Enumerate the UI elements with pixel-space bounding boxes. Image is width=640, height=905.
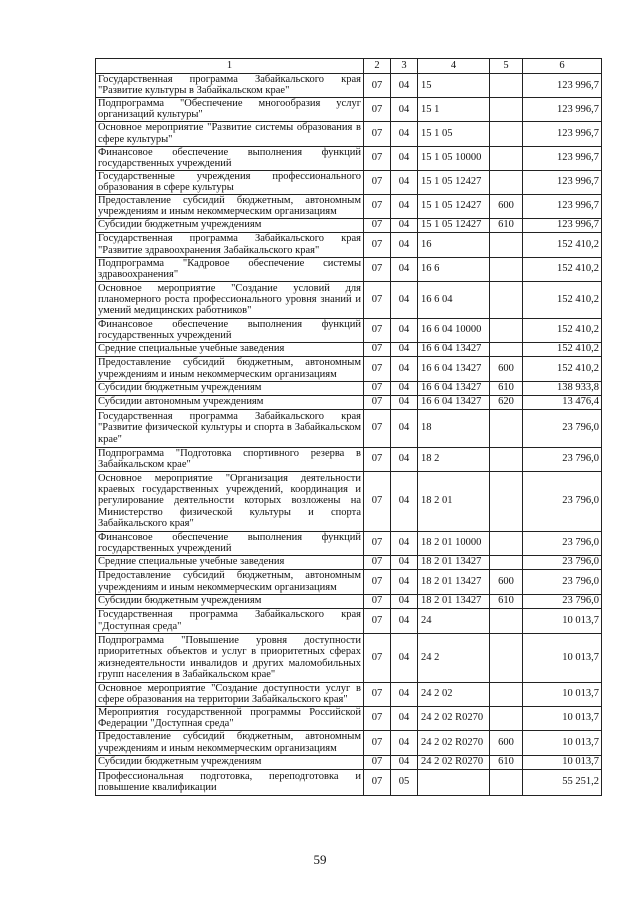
table-row	[96, 633, 602, 682]
table-row	[96, 97, 602, 121]
row-expense-type-cell	[490, 608, 523, 633]
row-subsection-cell: 04	[391, 569, 418, 594]
table-row	[96, 594, 602, 608]
row-target-article-cell: 24 2 02 R0270	[418, 706, 490, 730]
row-target-article-cell: 18 2 01	[418, 471, 490, 531]
row-amount-cell: 10 013,7	[523, 755, 602, 769]
row-expense-type-cell	[490, 318, 523, 342]
row-name-cell: Подпрограмма "Кадровое обеспечение системы здравоохранения"	[96, 257, 364, 281]
row-section-cell: 07	[364, 121, 391, 146]
row-subsection-cell: 04	[391, 395, 418, 409]
row-target-article-cell: 15 1 05 12427	[418, 218, 490, 232]
table-row	[96, 281, 602, 318]
row-name-cell: Предоставление субсидий бюджетным, автономным учреждениям и иным некоммерческим организациям	[96, 569, 364, 594]
row-amount-cell: 10 013,7	[523, 682, 602, 706]
row-subsection-cell: 04	[391, 381, 418, 395]
row-section-cell: 07	[364, 257, 391, 281]
row-name-cell: Государственные учреждения профессионального образования в сфере культуры	[96, 170, 364, 194]
row-expense-type-cell	[490, 706, 523, 730]
table-header-row	[96, 59, 602, 74]
row-target-article-cell: 16 6 04 13427	[418, 395, 490, 409]
row-section-cell: 07	[364, 706, 391, 730]
row-subsection-cell: 04	[391, 633, 418, 682]
row-expense-type-cell: 600	[490, 356, 523, 381]
row-amount-cell: 123 996,7	[523, 194, 602, 218]
row-subsection-cell: 04	[391, 74, 418, 98]
row-target-article-cell: 16 6 04 13427	[418, 342, 490, 356]
row-target-article-cell: 18 2	[418, 447, 490, 471]
row-section-cell: 07	[364, 447, 391, 471]
row-section-cell: 07	[364, 232, 391, 257]
table-row	[96, 531, 602, 555]
row-expense-type-cell	[490, 471, 523, 531]
table-row	[96, 146, 602, 170]
table-row	[96, 569, 602, 594]
row-target-article-cell: 18 2 01 10000	[418, 531, 490, 555]
row-section-cell: 07	[364, 633, 391, 682]
row-section-cell: 07	[364, 194, 391, 218]
row-amount-cell: 123 996,7	[523, 218, 602, 232]
row-target-article-cell: 15 1 05 12427	[418, 194, 490, 218]
budget-table	[95, 58, 602, 796]
table-row	[96, 447, 602, 471]
row-amount-cell: 123 996,7	[523, 170, 602, 194]
row-subsection-cell: 04	[391, 555, 418, 569]
header-col-1: 1	[96, 59, 364, 74]
row-expense-type-cell	[490, 633, 523, 682]
row-expense-type-cell	[490, 281, 523, 318]
row-target-article-cell: 16 6 04	[418, 281, 490, 318]
row-target-article-cell: 18	[418, 409, 490, 447]
row-subsection-cell: 04	[391, 342, 418, 356]
row-target-article-cell: 24 2 02 R0270	[418, 730, 490, 755]
row-expense-type-cell	[490, 342, 523, 356]
row-name-cell: Государственная программа Забайкальского края "Развитие здравоохранения Забайкальского края"	[96, 232, 364, 257]
budget-table-container	[95, 58, 601, 796]
row-section-cell: 07	[364, 409, 391, 447]
row-amount-cell: 138 933,8	[523, 381, 602, 395]
row-expense-type-cell	[490, 170, 523, 194]
row-amount-cell: 152 410,2	[523, 232, 602, 257]
row-target-article-cell: 16 6	[418, 257, 490, 281]
row-expense-type-cell	[490, 409, 523, 447]
row-expense-type-cell: 600	[490, 730, 523, 755]
row-expense-type-cell	[490, 447, 523, 471]
row-target-article-cell: 24	[418, 608, 490, 633]
row-section-cell: 07	[364, 755, 391, 769]
row-subsection-cell: 04	[391, 281, 418, 318]
row-subsection-cell: 04	[391, 447, 418, 471]
row-section-cell: 07	[364, 395, 391, 409]
row-name-cell: Средние специальные учебные заведения	[96, 555, 364, 569]
row-subsection-cell: 04	[391, 594, 418, 608]
row-amount-cell: 23 796,0	[523, 471, 602, 531]
row-target-article-cell: 24 2 02 R0270	[418, 755, 490, 769]
header-col-3: 3	[391, 59, 418, 74]
row-name-cell: Основное мероприятие "Создание доступности услуг в сфере образования на территории Забайкальского края"	[96, 682, 364, 706]
table-row	[96, 608, 602, 633]
header-col-6: 6	[523, 59, 602, 74]
table-row	[96, 409, 602, 447]
row-section-cell: 07	[364, 97, 391, 121]
row-section-cell: 07	[364, 318, 391, 342]
page-number: 59	[313, 852, 327, 867]
row-section-cell: 07	[364, 218, 391, 232]
row-section-cell: 07	[364, 281, 391, 318]
row-amount-cell: 123 996,7	[523, 74, 602, 98]
row-subsection-cell: 04	[391, 170, 418, 194]
table-body	[96, 74, 602, 796]
row-subsection-cell: 05	[391, 769, 418, 795]
table-row	[96, 194, 602, 218]
row-expense-type-cell: 610	[490, 218, 523, 232]
row-amount-cell: 23 796,0	[523, 569, 602, 594]
row-section-cell: 07	[364, 531, 391, 555]
header-col-2: 2	[364, 59, 391, 74]
row-section-cell: 07	[364, 555, 391, 569]
row-name-cell: Государственная программа Забайкальского края "Развитие физической культуры и спорта в Забайкальском крае"	[96, 409, 364, 447]
row-section-cell: 07	[364, 608, 391, 633]
table-row	[96, 170, 602, 194]
row-subsection-cell: 04	[391, 97, 418, 121]
row-amount-cell: 152 410,2	[523, 318, 602, 342]
row-expense-type-cell	[490, 257, 523, 281]
row-section-cell: 07	[364, 569, 391, 594]
row-target-article-cell	[418, 769, 490, 795]
row-expense-type-cell: 610	[490, 381, 523, 395]
row-subsection-cell: 04	[391, 730, 418, 755]
row-name-cell: Предоставление субсидий бюджетным, автономным учреждениям и иным некоммерческим организациям	[96, 356, 364, 381]
table-row	[96, 342, 602, 356]
row-subsection-cell: 04	[391, 531, 418, 555]
row-expense-type-cell	[490, 74, 523, 98]
table-row	[96, 730, 602, 755]
row-amount-cell: 152 410,2	[523, 257, 602, 281]
row-section-cell: 07	[364, 682, 391, 706]
row-expense-type-cell	[490, 121, 523, 146]
row-name-cell: Основное мероприятие "Организация деятельности краевых государственных учреждений, координация и регулирование деятельности которых возложены на Министерство физической культуры и спорта Забайкальского края"	[96, 471, 364, 531]
row-expense-type-cell: 610	[490, 594, 523, 608]
row-expense-type-cell: 620	[490, 395, 523, 409]
row-target-article-cell: 16 6 04 13427	[418, 356, 490, 381]
row-section-cell: 07	[364, 730, 391, 755]
row-subsection-cell: 04	[391, 356, 418, 381]
row-amount-cell: 10 013,7	[523, 608, 602, 633]
row-subsection-cell: 04	[391, 318, 418, 342]
row-expense-type-cell	[490, 232, 523, 257]
row-section-cell: 07	[364, 146, 391, 170]
table-row	[96, 555, 602, 569]
table-row	[96, 706, 602, 730]
row-name-cell: Финансовое обеспечение выполнения функций государственных учреждений	[96, 146, 364, 170]
row-amount-cell: 10 013,7	[523, 706, 602, 730]
row-name-cell: Государственная программа Забайкальского края "Доступная среда"	[96, 608, 364, 633]
row-name-cell: Профессиональная подготовка, переподготовка и повышение квалификации	[96, 769, 364, 795]
header-col-4: 4	[418, 59, 490, 74]
row-expense-type-cell: 600	[490, 194, 523, 218]
row-amount-cell: 23 796,0	[523, 555, 602, 569]
row-section-cell: 07	[364, 342, 391, 356]
row-target-article-cell: 15 1 05 10000	[418, 146, 490, 170]
row-amount-cell: 123 996,7	[523, 97, 602, 121]
table-row	[96, 218, 602, 232]
row-target-article-cell: 15 1 05 12427	[418, 170, 490, 194]
row-subsection-cell: 04	[391, 146, 418, 170]
row-subsection-cell: 04	[391, 194, 418, 218]
row-target-article-cell: 16 6 04 10000	[418, 318, 490, 342]
row-amount-cell: 152 410,2	[523, 342, 602, 356]
row-name-cell: Основное мероприятие "Развитие системы образования в сфере культуры"	[96, 121, 364, 146]
table-row	[96, 318, 602, 342]
row-target-article-cell: 18 2 01 13427	[418, 555, 490, 569]
row-amount-cell: 10 013,7	[523, 730, 602, 755]
table-row	[96, 769, 602, 795]
row-target-article-cell: 18 2 01 13427	[418, 569, 490, 594]
row-name-cell: Подпрограмма "Повышение уровня доступности приоритетных объектов и услуг в приоритетных сферах жизнедеятельности инвалидов и других маломобильных групп населения в Забайкальском крае"	[96, 633, 364, 682]
row-expense-type-cell: 600	[490, 569, 523, 594]
row-amount-cell: 13 476,4	[523, 395, 602, 409]
row-target-article-cell: 16 6 04 13427	[418, 381, 490, 395]
row-target-article-cell: 15 1 05	[418, 121, 490, 146]
row-section-cell: 07	[364, 594, 391, 608]
table-row	[96, 471, 602, 531]
row-amount-cell: 23 796,0	[523, 594, 602, 608]
row-section-cell: 07	[364, 471, 391, 531]
row-name-cell: Государственная программа Забайкальского края "Развитие культуры в Забайкальском крае"	[96, 74, 364, 98]
row-subsection-cell: 04	[391, 682, 418, 706]
row-expense-type-cell	[490, 769, 523, 795]
row-section-cell: 07	[364, 74, 391, 98]
row-expense-type-cell	[490, 146, 523, 170]
row-amount-cell: 23 796,0	[523, 409, 602, 447]
table-row	[96, 381, 602, 395]
row-name-cell: Основное мероприятие "Создание условий для планомерного роста профессионального уровня знаний и умений медицинских работников"	[96, 281, 364, 318]
row-section-cell: 07	[364, 356, 391, 381]
row-subsection-cell: 04	[391, 409, 418, 447]
row-name-cell: Предоставление субсидий бюджетным, автономным учреждениям и иным некоммерческим организациям	[96, 194, 364, 218]
row-name-cell: Субсидии бюджетным учреждениям	[96, 755, 364, 769]
row-amount-cell: 23 796,0	[523, 531, 602, 555]
row-subsection-cell: 04	[391, 706, 418, 730]
row-amount-cell: 123 996,7	[523, 146, 602, 170]
row-amount-cell: 152 410,2	[523, 356, 602, 381]
row-subsection-cell: 04	[391, 755, 418, 769]
row-expense-type-cell	[490, 531, 523, 555]
row-subsection-cell: 04	[391, 608, 418, 633]
row-amount-cell: 152 410,2	[523, 281, 602, 318]
table-row	[96, 257, 602, 281]
row-target-article-cell: 15 1	[418, 97, 490, 121]
row-name-cell: Субсидии бюджетным учреждениям	[96, 218, 364, 232]
table-row	[96, 74, 602, 98]
table-row	[96, 121, 602, 146]
row-subsection-cell: 04	[391, 471, 418, 531]
row-amount-cell: 123 996,7	[523, 121, 602, 146]
row-name-cell: Финансовое обеспечение выполнения функций государственных учреждений	[96, 318, 364, 342]
row-expense-type-cell	[490, 682, 523, 706]
row-expense-type-cell: 610	[490, 755, 523, 769]
row-subsection-cell: 04	[391, 218, 418, 232]
row-target-article-cell: 16	[418, 232, 490, 257]
row-subsection-cell: 04	[391, 232, 418, 257]
row-name-cell: Мероприятия государственной программы Российской Федерации "Доступная среда"	[96, 706, 364, 730]
row-name-cell: Субсидии бюджетным учреждениям	[96, 594, 364, 608]
header-col-5: 5	[490, 59, 523, 74]
row-section-cell: 07	[364, 170, 391, 194]
row-subsection-cell: 04	[391, 257, 418, 281]
row-amount-cell: 23 796,0	[523, 447, 602, 471]
row-amount-cell: 55 251,2	[523, 769, 602, 795]
row-name-cell: Средние специальные учебные заведения	[96, 342, 364, 356]
row-name-cell: Подпрограмма "Подготовка спортивного резерва в Забайкальском крае"	[96, 447, 364, 471]
row-name-cell: Субсидии бюджетным учреждениям	[96, 381, 364, 395]
table-row	[96, 356, 602, 381]
row-name-cell: Подпрограмма "Обеспечение многообразия услуг организаций культуры"	[96, 97, 364, 121]
row-name-cell: Субсидии автономным учреждениям	[96, 395, 364, 409]
table-row	[96, 755, 602, 769]
table-row	[96, 232, 602, 257]
row-target-article-cell: 24 2 02	[418, 682, 490, 706]
row-name-cell: Финансовое обеспечение выполнения функций государственных учреждений	[96, 531, 364, 555]
row-target-article-cell: 15	[418, 74, 490, 98]
row-section-cell: 07	[364, 769, 391, 795]
table-row	[96, 395, 602, 409]
row-expense-type-cell	[490, 555, 523, 569]
row-amount-cell: 10 013,7	[523, 633, 602, 682]
table-row	[96, 682, 602, 706]
row-target-article-cell: 24 2	[418, 633, 490, 682]
row-name-cell: Предоставление субсидий бюджетным, автономным учреждениям и иным некоммерческим организациям	[96, 730, 364, 755]
row-section-cell: 07	[364, 381, 391, 395]
row-target-article-cell: 18 2 01 13427	[418, 594, 490, 608]
row-expense-type-cell	[490, 97, 523, 121]
row-subsection-cell: 04	[391, 121, 418, 146]
